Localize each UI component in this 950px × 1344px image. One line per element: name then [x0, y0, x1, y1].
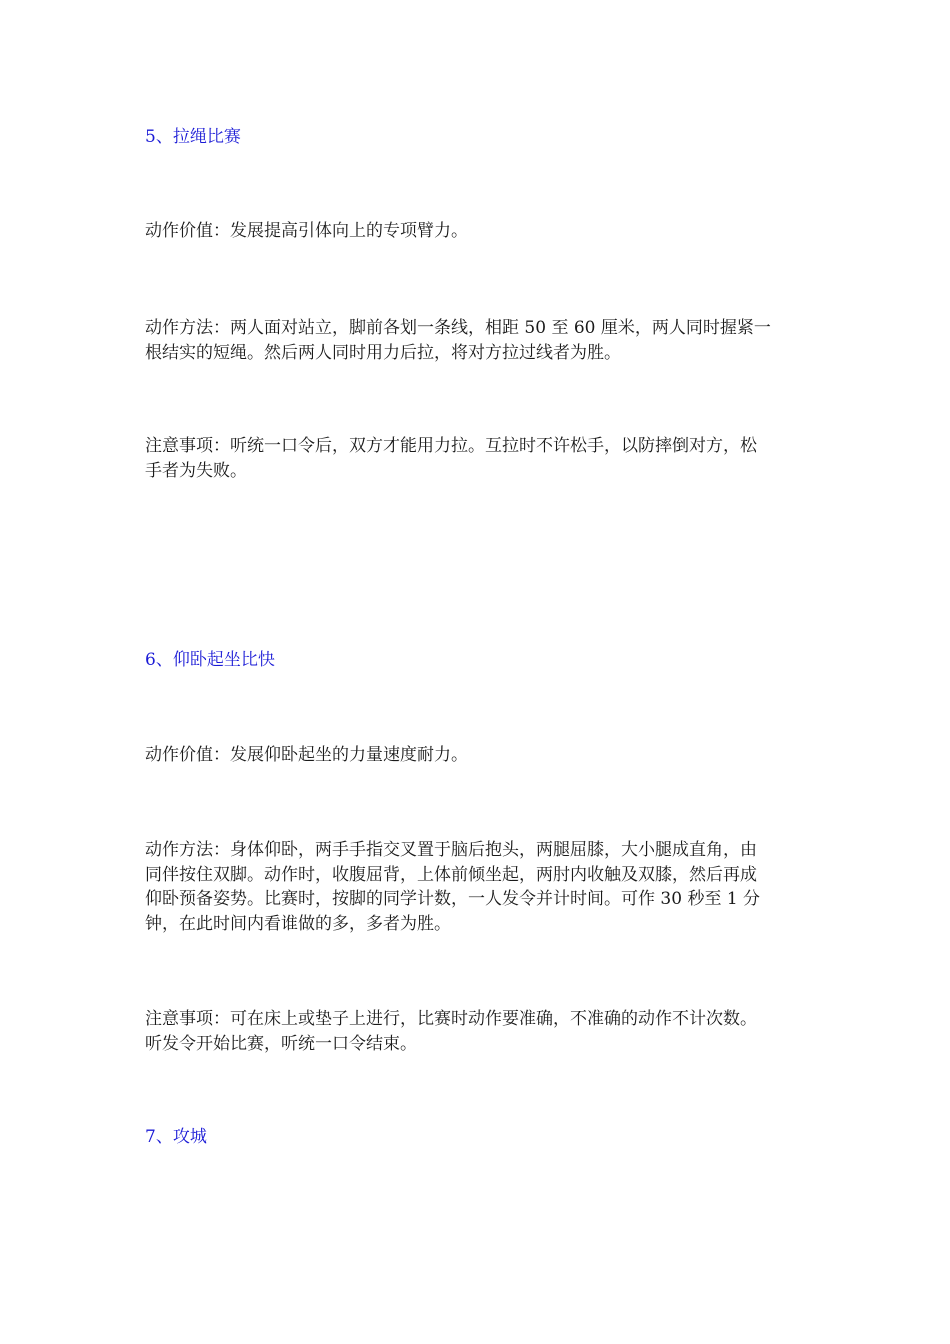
paragraph-line: 仰卧预备姿势。比赛时，按脚的同学计数，一人发令并计时间。可作 30 秒至 1 分 [145, 889, 761, 909]
paragraph-line: 动作价值：发展提高引体向上的专项臂力。 [145, 221, 468, 241]
paragraph-line: 钟，在此时间内看谁做的多，多者为胜。 [145, 913, 451, 934]
paragraph-line: 注意事项：可在床上或垫子上进行，比赛时动作要准确，不准确的动作不计次数。 [145, 1009, 757, 1029]
paragraph-line: 动作价值：发展仰卧起坐的力量速度耐力。 [145, 745, 468, 765]
section-heading-7: 7、攻城 [145, 1127, 207, 1147]
paragraph-line: 手者为失败。 [145, 460, 247, 481]
paragraph-line: 听发令开始比赛，听统一口令结束。 [145, 1033, 417, 1054]
section-heading-5: 5、拉绳比赛 [145, 127, 241, 147]
paragraph-line: 根结实的短绳。然后两人同时用力后拉，将对方拉过线者为胜。 [145, 342, 621, 363]
paragraph-line: 动作方法：身体仰卧，两手手指交叉置于脑后抱头，两腿屈膝，大小腿成直角，由 [145, 840, 757, 860]
paragraph-line: 同伴按住双脚。动作时，收腹屈背，上体前倾坐起，两肘内收触及双膝，然后再成 [145, 864, 757, 885]
action-value-paragraph-6 [145, 743, 810, 768]
paragraph-line: 动作方法：两人面对站立，脚前各划一条线，相距 50 至 60 厘米，两人同时握紧一 [145, 318, 771, 338]
action-value-paragraph-5 [145, 219, 810, 244]
notes-paragraph-6 [145, 1007, 810, 1056]
action-method-paragraph-5 [145, 316, 810, 365]
notes-paragraph-5 [145, 434, 810, 483]
action-method-paragraph-6 [145, 838, 810, 936]
paragraph-line: 注意事项：听统一口令后，双方才能用力拉。互拉时不许松手，以防摔倒对方，松 [145, 436, 757, 456]
section-heading-6: 6、仰卧起坐比快 [145, 650, 275, 670]
